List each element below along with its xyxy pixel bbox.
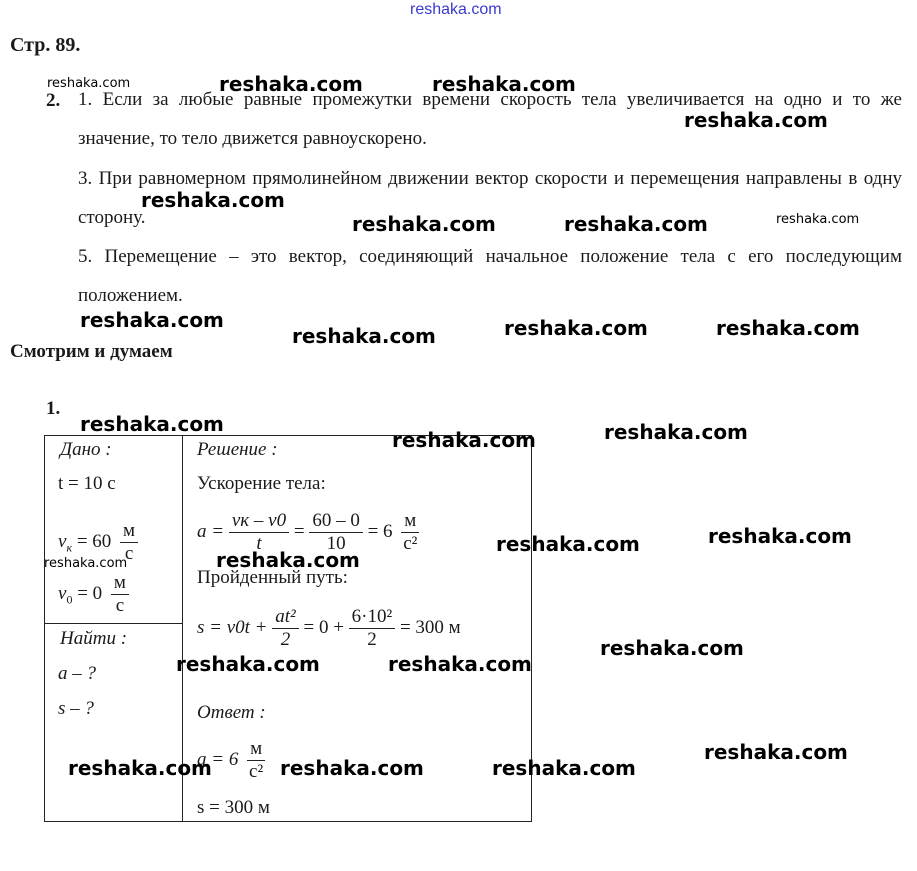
watermark: reshaka.com — [600, 636, 744, 660]
watermark: reshaka.com — [68, 756, 212, 780]
watermark: reshaka.com — [80, 412, 224, 436]
watermark: reshaka.com — [352, 212, 496, 236]
task2-paragraph-5: 5. Перемещение – это вектор, соединяющий начальное положение тела с его последующим положением. — [78, 246, 902, 306]
watermark: reshaka.com — [564, 212, 708, 236]
given-header: Дано : — [60, 439, 112, 460]
watermark: reshaka.com — [708, 524, 852, 548]
watermark: reshaka.com — [604, 420, 748, 444]
watermark: reshaka.com — [47, 76, 131, 91]
acceleration-formula: a = $\frac{vк - v0}{t}$ = $\frac{60 - 0}{10}$ = 6 $\frac{м}{\text{с²}}$ — [197, 510, 418, 554]
table-divider-horizontal — [44, 623, 182, 624]
given-final-velocity: $v_к = 60$ $\frac{м}{с}$ — [58, 520, 138, 565]
watermark: reshaka.com — [141, 188, 285, 212]
given-initial-velocity: $v_0 = 0$ $\frac{м}{с}$ — [58, 572, 129, 617]
watermark: reshaka.com — [716, 316, 860, 340]
watermark: reshaka.com — [704, 740, 848, 764]
watermark: reshaka.com — [684, 108, 828, 132]
task2-number: 2. — [46, 90, 61, 111]
acceleration-label: Ускорение тела: — [197, 473, 326, 494]
watermark: reshaka.com — [292, 324, 436, 348]
given-time: t = 10 с — [58, 473, 116, 494]
distance-formula: s = v0t + $\frac{\text{at²}}{2}$ = 0 + $\frac{\text{6·10²}}{2}$ = 300 м — [197, 606, 461, 650]
page-label: Стр. 89. — [10, 34, 81, 56]
watermark: reshaka.com — [44, 556, 128, 571]
distance-label: Пройденный путь: — [197, 567, 348, 588]
watermark: reshaka.com — [432, 72, 576, 96]
solution-header: Решение : — [197, 439, 278, 460]
task1-number: 1. — [46, 398, 61, 419]
site-header-link[interactable]: reshaka.com — [410, 1, 502, 18]
watermark: reshaka.com — [219, 72, 363, 96]
find-distance: s – ? — [58, 698, 94, 719]
watermark: reshaka.com — [280, 756, 424, 780]
task2-paragraph-3: 3. При равномерном прямолинейном движении вектор скорости и перемещения направлены в одну сторону. — [78, 168, 902, 228]
watermark: reshaka.com — [776, 212, 860, 227]
task2-paragraph-1: 1. Если за любые равные промежутки времени скорость тела увеличивается на одно и то же значение, то тело движется равноускорено. — [78, 89, 902, 149]
watermark: reshaka.com — [216, 548, 360, 572]
watermark: reshaka.com — [176, 652, 320, 676]
watermark: reshaka.com — [80, 308, 224, 332]
watermark: reshaka.com — [392, 428, 536, 452]
answer-header: Ответ : — [197, 702, 266, 723]
watermark: reshaka.com — [504, 316, 648, 340]
watermark: reshaka.com — [388, 652, 532, 676]
answer-acceleration: a = 6 $\frac{м}{\text{с²}}$ — [197, 738, 264, 782]
find-acceleration: a – ? — [58, 663, 96, 684]
section-title: Смотрим и думаем — [10, 341, 173, 362]
answer-distance: s = 300 м — [197, 797, 270, 818]
find-header: Найти : — [60, 628, 128, 649]
watermark: reshaka.com — [492, 756, 636, 780]
watermark: reshaka.com — [496, 532, 640, 556]
